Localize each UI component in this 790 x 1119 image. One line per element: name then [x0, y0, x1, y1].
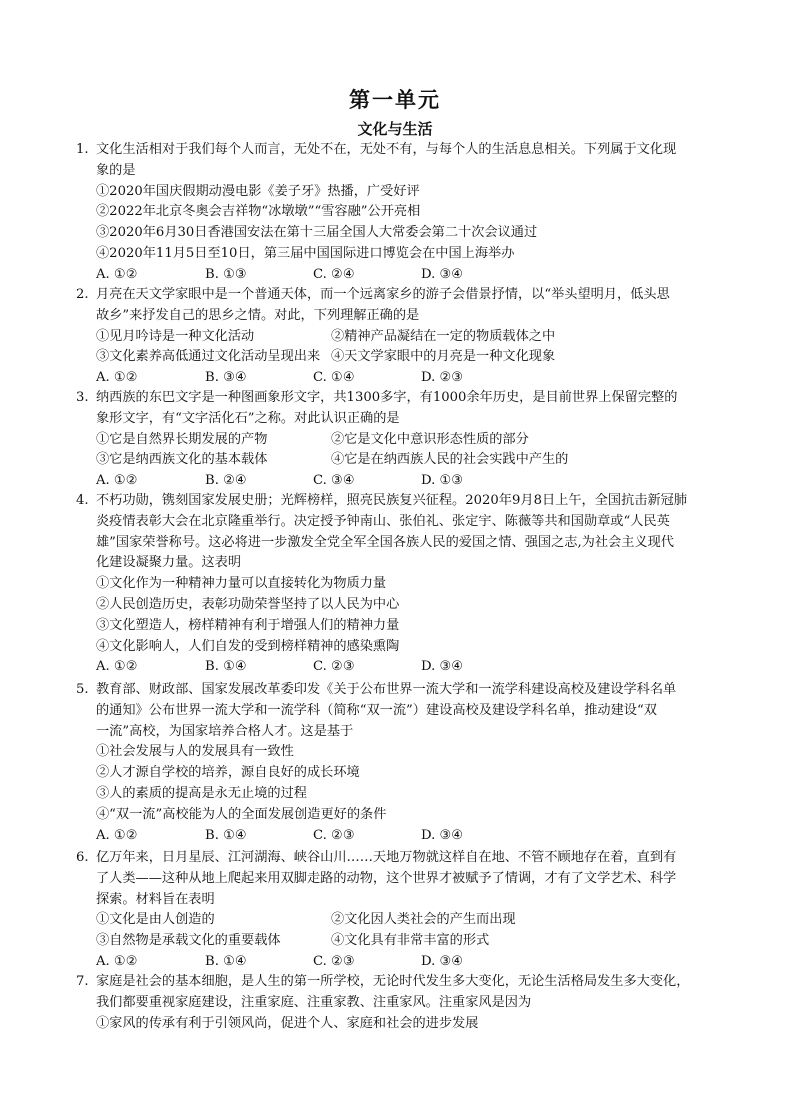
- question-stem-line: 纳西族的东巴文字是一种图画象形文字，共1300多字，有1000余年历史，是目前世界上保留完整的: [96, 390, 678, 405]
- option-item: ①社会发展与人的发展具有一致性: [96, 744, 294, 760]
- option-item: ④文化影响人，人们自发的受到榜样精神的感染熏陶: [96, 638, 400, 654]
- answer-choice: C. ②③: [313, 954, 355, 969]
- option-item: ②2022年北京冬奥会吉祥物“冰墩墩”“雪容融”公开亮相: [96, 204, 421, 220]
- option-item: ④它是在纳西族人民的社会实践中产生的: [331, 452, 569, 468]
- option-item: ③文化素养高低通过文化活动呈现出来: [96, 349, 321, 365]
- question-stem-line: 教育部、财政部、国家发展改革委印发《关于公布世界一流大学和一流学科建设高校及建设学科名单: [96, 682, 677, 697]
- option-item: ②精神产品凝结在一定的物质载体之中: [331, 328, 556, 344]
- option-item: ①它是自然界长期发展的产物: [96, 431, 268, 447]
- answer-choice: C. ②③: [313, 827, 355, 843]
- option-item: ①家风的传承有利于引领风尚，促进个人、家庭和社会的进步发展: [96, 1015, 479, 1031]
- answer-choice: C. ②③: [313, 659, 355, 675]
- question-stem-line: 探索。材料旨在表明: [96, 891, 215, 907]
- question-stem-line: 象形文字，有“文字活化石”之称。对此认识正确的是: [96, 410, 400, 426]
- question-stem-line: 亿万年来，日月星辰、江河湖海、峡谷山川……天地万物就这样自在地、不管不顾地存在着，直到有: [96, 850, 677, 865]
- option-item: ③它是纳西族文化的基本载体: [96, 452, 268, 468]
- question-stem-line: 故乡”来抒发自己的思乡之情。对此，下列理解正确的是: [96, 307, 420, 323]
- answer-choice: D. ③④: [421, 659, 464, 675]
- answer-choice: A. ①②: [96, 266, 138, 282]
- question-stem-line: 家庭是社会的基本细胞，是人生的第一所学校，无论时代发生多大变化，无论生活格局发生多大变化，: [96, 974, 690, 989]
- question-stem-line: 了人类——这种从地上爬起来用双脚走路的动物，这个世界才被赋予了情调，才有了文学艺术、科学: [96, 870, 677, 886]
- question-number: 5.: [76, 682, 89, 697]
- option-item: ①文化是由人创造的: [96, 912, 215, 928]
- question-stem-line: 雄”国家荣誉称号。这必将进一步激发全党全军全国各族人民的爱国之情、强国之志,为社会主义现代: [96, 534, 674, 550]
- option-item: ②文化因人类社会的产生而出现: [331, 912, 516, 928]
- question-number: 1.: [76, 142, 89, 157]
- question-stem-line: 化建设凝聚力量。这表明: [96, 555, 242, 571]
- answer-choice: D. ③④: [421, 266, 464, 282]
- question-number: 7.: [76, 974, 89, 989]
- question-stem-line: 我们都要重视家庭建设，注重家庭、注重家教、注重家风。注重家风是因为: [96, 994, 532, 1010]
- question-number: 2.: [76, 287, 89, 302]
- answer-choice: A. ①②: [96, 370, 138, 386]
- question-stem-line: 月亮在天文学家眼中是一个普通天体，而一个远离家乡的游子会借景抒情，以“举头望明月，低头思: [96, 287, 670, 302]
- option-item: ②它是文化中意识形态性质的部分: [331, 431, 529, 447]
- question-stem-line: 炎疫情表彰大会在北京隆重举行。决定授予钟南山、张伯礼、张定宇、陈薇等共和国勋章或“人民英: [96, 513, 670, 529]
- answer-choice: C. ①④: [313, 370, 355, 386]
- answer-choice: D. ②③: [421, 370, 464, 386]
- answer-choice: A. ①②: [96, 827, 138, 843]
- question-stem-line: 的通知》公布世界一流大学和一流学科（简称“双一流”）建设高校及建设学科名单，推动建设“双: [96, 702, 657, 718]
- question-number: 4.: [76, 493, 89, 508]
- question-stem-line: 象的是: [96, 162, 136, 178]
- answer-choice: A. ①②: [96, 659, 138, 675]
- answer-choice: B. ①④: [205, 954, 247, 969]
- option-item: ④文化具有非常丰富的形式: [331, 933, 490, 949]
- answer-choice: A. ①②: [96, 954, 138, 969]
- answer-choice: D. ①③: [421, 473, 464, 489]
- answer-choice: A. ①②: [96, 473, 138, 489]
- answer-choice: D. ③④: [421, 827, 464, 843]
- option-item: ②人才源自学校的培养，源自良好的成长环境: [96, 765, 360, 781]
- option-item: ④天文学家眼中的月亮是一种文化现象: [331, 349, 556, 365]
- option-item: ③人的素质的提高是永无止境的过程: [96, 786, 307, 801]
- question-stem-line: 文化生活相对于我们每个人而言，无处不在，无处不有，与每个人的生活息息相关。下列属于文化现: [96, 142, 677, 157]
- answer-choice: C. ②④: [313, 266, 355, 282]
- section-title: 文化与生活: [357, 120, 433, 138]
- answer-choice: D. ③④: [421, 954, 464, 969]
- option-item: ①见月吟诗是一种文化活动: [96, 328, 255, 344]
- question-stem-line: 不朽功勋，镌刻国家发展史册；光辉榜样，照亮民族复兴征程。2020年9月8日上午，全国抗击新冠肺: [96, 493, 688, 508]
- unit-title: 第一单元: [349, 87, 441, 112]
- option-item: ③文化塑造人，榜样精神有利于增强人们的精神力量: [96, 617, 400, 633]
- answer-choice: B. ①③: [205, 266, 247, 282]
- answer-choice: B. ③④: [205, 370, 247, 386]
- option-item: ①2020年国庆假期动漫电影《姜子牙》热播，广受好评: [96, 183, 420, 199]
- answer-choice: B. ①④: [205, 827, 247, 843]
- option-item: ②人民创造历史，表彰功勋荣誉坚持了以人民为中心: [96, 597, 400, 612]
- answer-choice: C. ③④: [313, 473, 355, 489]
- option-item: ④“双一流”高校能为人的全面发展创造更好的条件: [96, 806, 387, 822]
- option-item: ③2020年6月30日香港国安法在第十三届全国人大常委会第二十次会议通过: [96, 225, 538, 241]
- question-number: 6.: [76, 850, 89, 865]
- option-item: ④2020年11月5日至10日，第三届中国国际进口博览会在中国上海举办: [96, 246, 515, 261]
- answer-choice: B. ②④: [205, 473, 247, 489]
- question-number: 3.: [76, 390, 89, 405]
- answer-choice: B. ①④: [205, 659, 247, 675]
- question-stem-line: 一流”高校，为国家培养合格人才。这是基于: [96, 723, 354, 739]
- option-item: ①文化作为一种精神力量可以直接转化为物质力量: [96, 576, 387, 592]
- option-item: ③自然物是承载文化的重要载体: [96, 933, 281, 949]
